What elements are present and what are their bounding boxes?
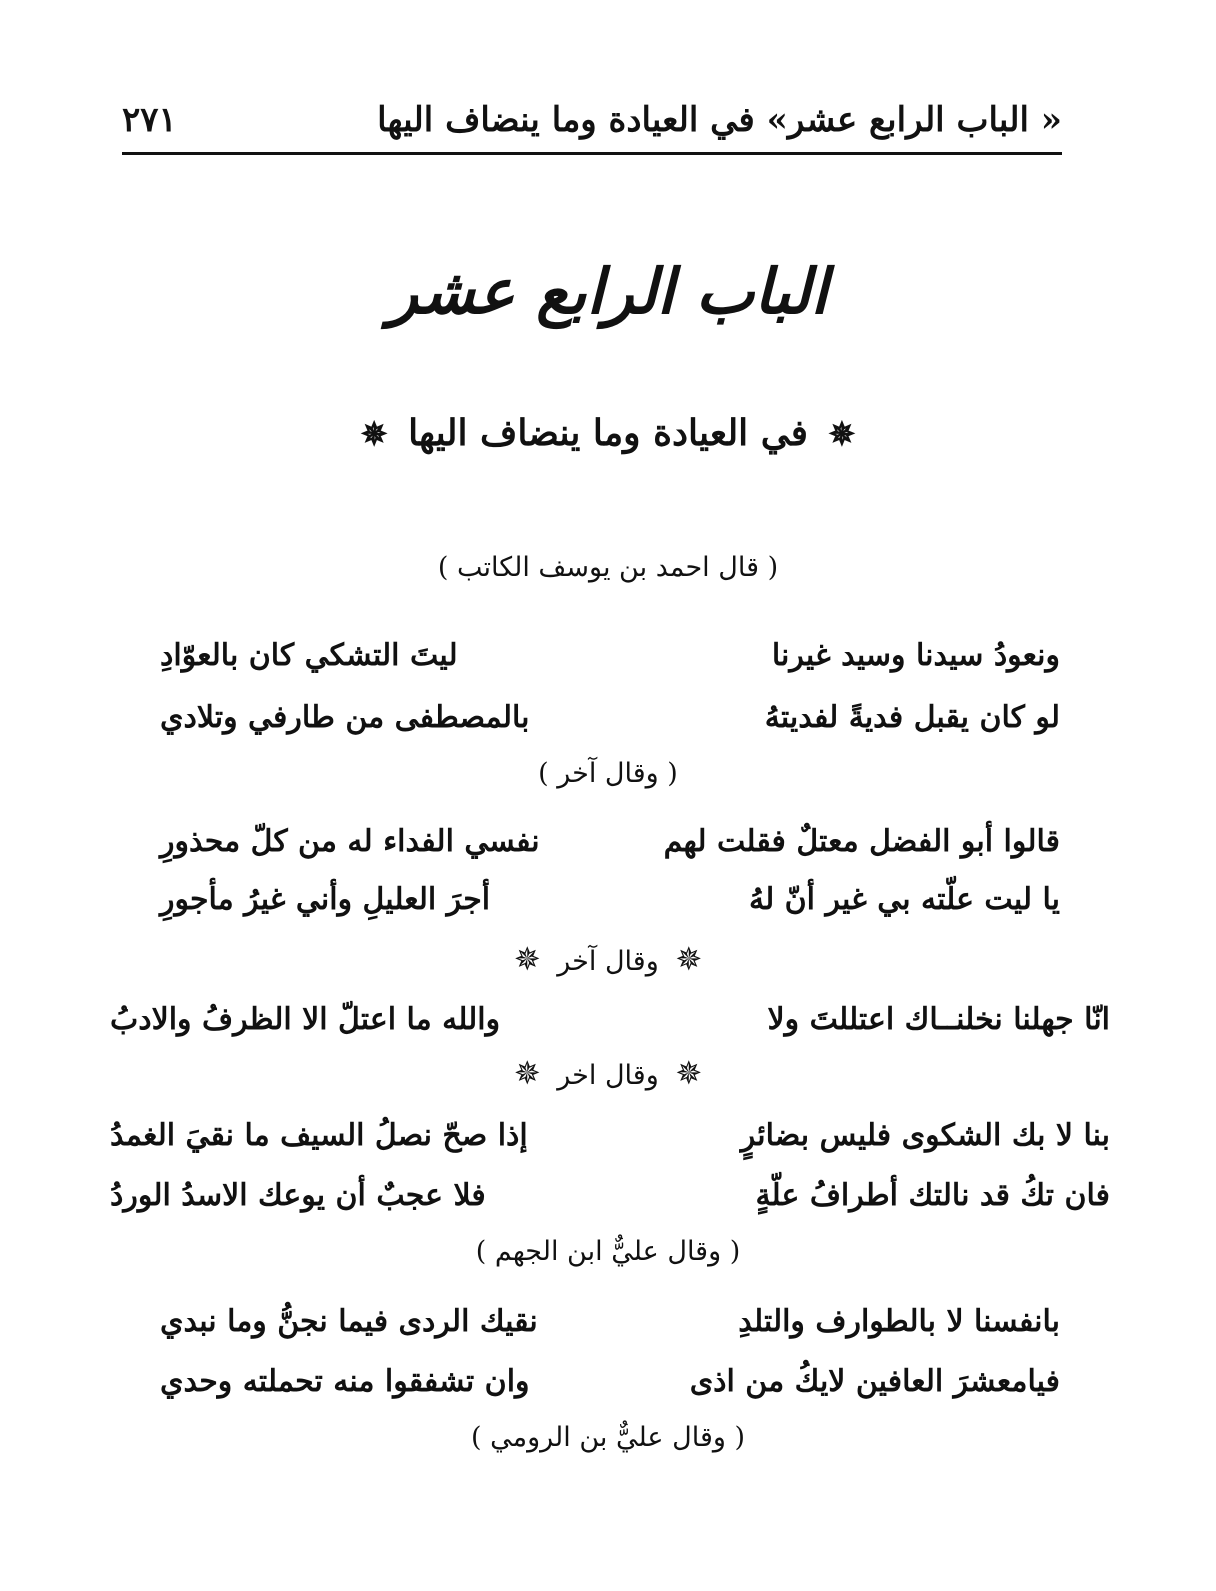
running-title: « الباب الرابع عشر» في العيادة وما ينضاف اليها bbox=[377, 100, 1062, 140]
second-hemistich: أجرَ العليلِ وأني غيرُ مأجورِ bbox=[160, 882, 491, 917]
star-ornament-icon: ✵ bbox=[675, 1054, 703, 1092]
first-hemistich: بانفسنا لا بالطوارف والتلدِ bbox=[738, 1304, 1060, 1339]
attribution-text: وقال اخر bbox=[557, 1060, 659, 1091]
first-hemistich: يا ليت علّته بي غير أنّ لهُ bbox=[748, 882, 1060, 917]
first-hemistich: لو كان يقبل فديةً لفديتهُ bbox=[764, 700, 1060, 735]
chapter-title: الباب الرابع عشر bbox=[388, 255, 828, 328]
star-ornament-icon: ✵ bbox=[828, 415, 856, 453]
verse-line bbox=[100, 1364, 1120, 1414]
verse-line bbox=[100, 1118, 1120, 1168]
attribution: ( وقال عليٌّ ابن الجهم ) bbox=[475, 1236, 741, 1267]
chapter-subtitle bbox=[0, 412, 1216, 454]
second-hemistich: والله ما اعتلّ الا الظرفُ والادبُ bbox=[110, 1002, 501, 1037]
star-ornament-icon: ✵ bbox=[513, 1054, 541, 1092]
first-hemistich: بنا لا بك الشكوى فليس بضائرٍ bbox=[740, 1118, 1110, 1153]
attribution-ornamented bbox=[0, 940, 1216, 978]
first-hemistich: فيامعشرَ العافين لايكُ من اذى bbox=[689, 1364, 1060, 1399]
verse-line bbox=[100, 1002, 1120, 1052]
attribution: ( وقال آخر ) bbox=[538, 758, 678, 789]
verse-line bbox=[100, 1178, 1120, 1228]
first-hemistich: ونعودُ سيدنا وسيد غيرنا bbox=[771, 638, 1060, 673]
attribution: ( قال احمد بن يوسف الكاتب ) bbox=[437, 552, 779, 583]
verse-line bbox=[100, 700, 1120, 750]
attribution: ( وقال عليٌّ بن الرومي ) bbox=[470, 1422, 746, 1453]
second-hemistich: فلا عجبٌ أن يوعك الاسدُ الوردُ bbox=[110, 1178, 486, 1213]
second-hemistich: وان تشفقوا منه تحملته وحدي bbox=[160, 1364, 530, 1399]
attribution-ornamented bbox=[0, 1054, 1216, 1092]
second-hemistich: بالمصطفى من طارفي وتلادي bbox=[160, 700, 530, 735]
page-number: ٢٧١ bbox=[122, 100, 177, 140]
attribution-text: وقال آخر bbox=[557, 946, 659, 977]
first-hemistich: قالوا أبو الفضل معتلٌ فقلت لهم bbox=[663, 824, 1060, 859]
second-hemistich: إذا صحّ نصلُ السيف ما نقيَ الغمدُ bbox=[110, 1118, 528, 1153]
second-hemistich: نقيك الردى فيما نجنُّ وما نبدي bbox=[160, 1304, 538, 1339]
second-hemistich: نفسي الفداء له من كلّ محذورِ bbox=[160, 824, 540, 859]
verse-line bbox=[100, 1304, 1120, 1354]
verse-line bbox=[100, 882, 1120, 932]
verse-line bbox=[100, 824, 1120, 874]
second-hemistich: ليتَ التشكي كان بالعوّادِ bbox=[160, 638, 458, 673]
star-ornament-icon: ✵ bbox=[513, 940, 541, 978]
verse-line bbox=[100, 638, 1120, 688]
header-rule bbox=[122, 152, 1062, 155]
first-hemistich: انّا جهلنا نخلنــاك اعتللتَ ولا bbox=[767, 1002, 1110, 1037]
star-ornament-icon: ✵ bbox=[360, 415, 388, 453]
star-ornament-icon: ✵ bbox=[675, 940, 703, 978]
chapter-subtitle-text: في العيادة وما ينضاف اليها bbox=[408, 412, 808, 454]
first-hemistich: فان تكُ قد نالتك أطرافُ علّةٍ bbox=[755, 1178, 1110, 1213]
running-header bbox=[122, 92, 1062, 148]
